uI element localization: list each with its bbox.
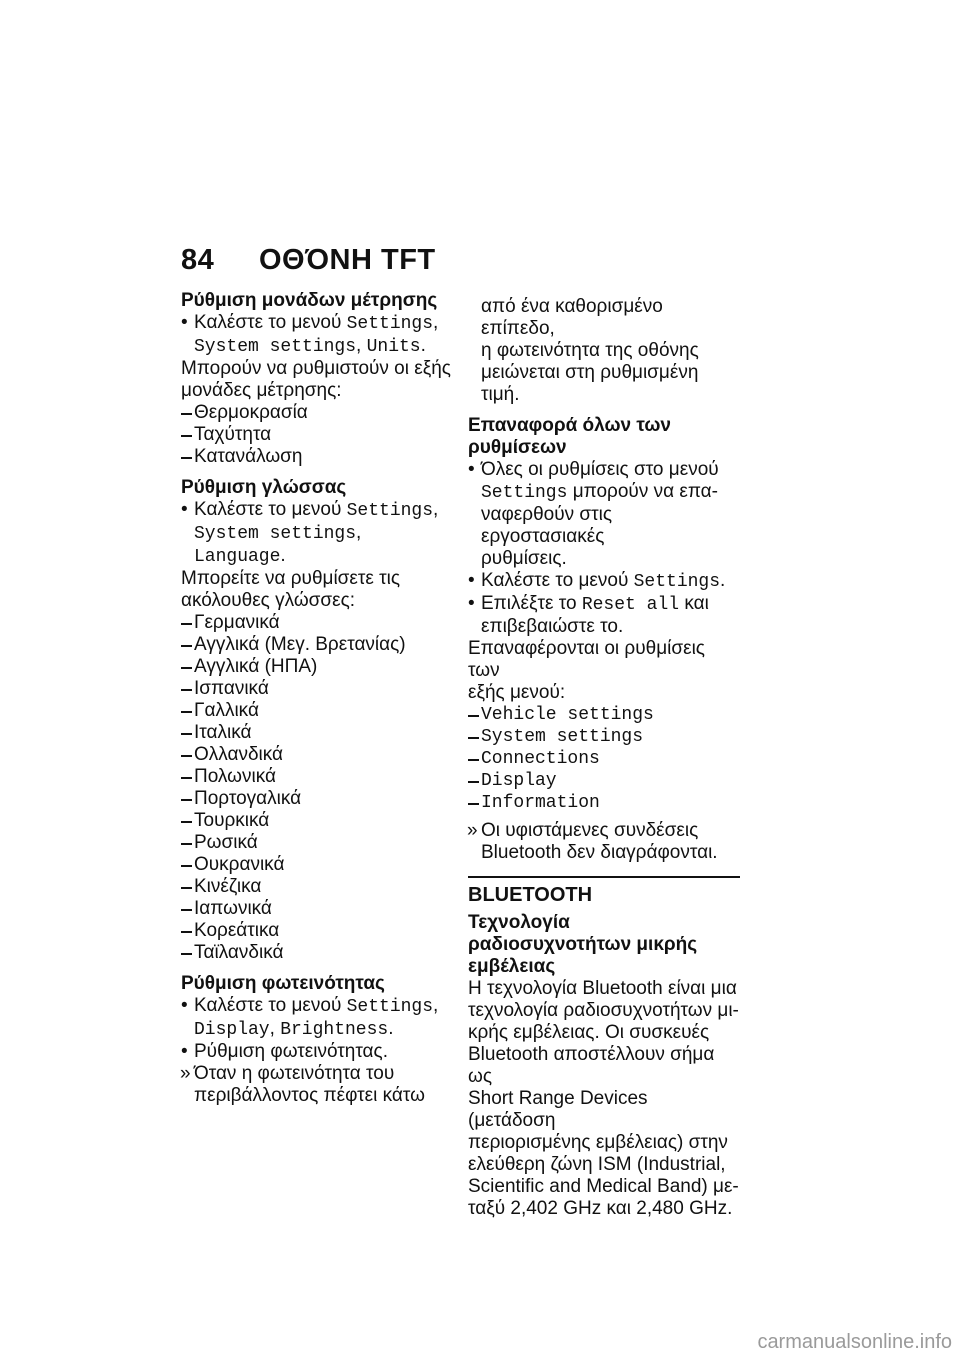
section-divider [468,876,740,878]
language-heading: Ρύθμιση γλώσσας [181,477,347,498]
language-body-1: Μπορείτε να ρυθμίσετε τις [181,568,401,589]
reset-body-2: εξής μενού: [468,682,566,703]
list-item: Ιταλικά [181,722,451,744]
list-item: Κινέζικα [181,876,451,898]
menu-list-item: Connections [468,748,740,770]
list-item: Αγγλικά (Μεγ. Βρετανίας) [181,634,451,656]
list-item: Πολωνικά [181,766,451,788]
body-line: Short Range Devices (μετάδοση [468,1088,648,1131]
list-item: Γαλλικά [181,700,451,722]
list-item: Ουκρανικά [181,854,451,876]
body-line: Η τεχνολογία Bluetooth είναι μια [468,978,737,999]
menu-list-item: Display [468,770,740,792]
list-item: Ταϊλανδικά [181,942,451,964]
brightness-note: » Όταν η φωτεινότητα του περιβάλλοντος πέφτει κάτω [181,1063,451,1107]
reset-body-1: Επαναφέρονται οι ρυθμίσεις των [468,638,705,681]
units-body-1: Μπορούν να ρυθμιστούν οι εξής [181,358,451,379]
units-bullet: • Καλέστε το μενού Settings, System settings, Units. [181,312,451,358]
reset-bullet-1: • Όλες οι ρυθμίσεις στο μενού Settings μπορούν να επα- ναφερθούν στις εργοστασιακές ρυθμίσεις. [468,459,740,570]
brightness-bullet-2: • Ρύθμιση φωτεινότητας. [181,1041,451,1063]
language-bullet: • Καλέστε το μενού Settings, System settings, Language. [181,499,451,568]
menu-list-item: Information [468,792,740,814]
page-header [181,244,436,277]
menu-list-item: Vehicle settings [468,704,740,726]
brightness-bullet-1: • Καλέστε το μενού Settings, Display, Brightness. [181,995,451,1041]
body-line: περιορισμένης εμβέλειας) στην [468,1132,728,1153]
bluetooth-heading: Τεχνολογία ραδιοσυχνοτήτων μικρής εμβέλειας [468,912,698,977]
page-title: ΟΘΌΝΗ TFT [259,244,436,276]
body-line: τεχνολογία ραδιοσυχνοτήτων μι- [468,1000,739,1021]
brightness-heading: Ρύθμιση φωτεινότητας [181,973,385,994]
reset-bullet-2: • Καλέστε το μενού Settings. [468,570,740,593]
list-item: Πορτογαλικά [181,788,451,810]
reset-heading: Επαναφορά όλων των ρυθμίσεων [468,415,671,458]
list-item: Κορεάτικα [181,920,451,942]
language-body-2: ακόλουθες γλώσσες: [181,590,356,611]
list-item: Τουρκικά [181,810,451,832]
body-line: ελεύθερη ζώνη ISM (Industrial, [468,1154,726,1175]
reset-bullet-3: • Επιλέξτε το Reset all και επιβεβαιώστε το. [468,593,740,638]
reset-note: » Οι υφιστάμενες συνδέσεις Bluetooth δεν διαγράφονται. [468,820,740,864]
list-item: Ολλανδικά [181,744,451,766]
list-item: Θερμοκρασία [181,402,451,424]
bluetooth-body [468,978,740,1220]
list-item: Κατανάλωση [181,446,451,468]
left-column [181,290,451,1107]
list-item: Αγγλικά (ΗΠΑ) [181,656,451,678]
list-item: Ρωσικά [181,832,451,854]
page-number: 84 [181,244,215,276]
units-body-2: μονάδες μέτρησης: [181,380,342,401]
body-line: κρής εμβέλειας. Οι συσκευές [468,1022,710,1043]
body-line: Scientific and Medical Band) με- [468,1176,739,1197]
brightness-note-continued: από ένα καθορισμένο επίπεδο, η φωτεινότητα της οθόνης μειώνεται στη ρυθμισμένη τιμή. [481,296,699,405]
menu-list-item: System settings [468,726,740,748]
units-heading: Ρύθμιση μονάδων μέτρησης [181,290,438,311]
body-line: Bluetooth αποστέλλουν σήμα ως [468,1044,715,1087]
right-column [468,296,740,1220]
body-line: ταξύ 2,402 GHz και 2,480 GHz. [468,1198,733,1219]
list-item: Ισπανικά [181,678,451,700]
list-item: Γερμανικά [181,612,451,634]
list-item: Ταχύτητα [181,424,451,446]
section-title: BLUETOOTH [468,884,593,906]
list-item: Ιαπωνικά [181,898,451,920]
watermark: carmanualsonline.info [757,1331,952,1353]
